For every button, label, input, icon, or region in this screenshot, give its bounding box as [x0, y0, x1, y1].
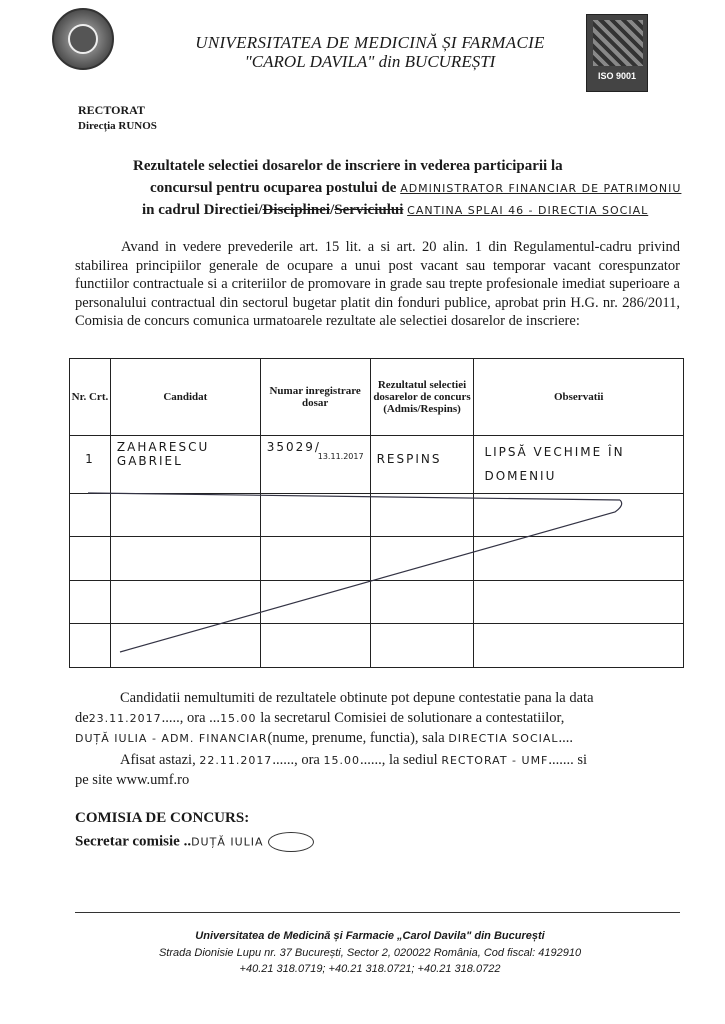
afisat-label: Afisat astazi, — [120, 752, 196, 768]
afisat-sediu: RECTORAT - UMF — [441, 754, 549, 767]
afisat-sediu-label: ......, la sediul — [359, 752, 438, 768]
header-observatii: Observatii — [474, 359, 684, 436]
body-paragraph: Avand in vedere prevederile art. 15 lit. a si art. 20 alin. 1 din Regulamentul-cadru privind stabilirea principiilor generale de ocupare a unui post vacant sau temporar vacant corespunzator functiilor contractuale si a criteriilor de promovare in grade sau trepte profesionale imediat superioare a personalului contractual din sectorul bugetar platit din fonduri publice, aprobat prin H.G. nr. 286/2011, Comisia de concurs comunica urmatoarele rezultate ale selectiei dosarelor de inscriere: — [75, 239, 680, 329]
contestatie-de: de — [75, 710, 89, 726]
university-name-line2: "CAROL DAVILA" din BUCUREȘTI — [244, 52, 496, 71]
disciplinei-struck: Disciplinei — [262, 202, 331, 218]
afisat-ora: ......, ora — [272, 752, 320, 768]
iso-mark: ISO 9001 — [597, 71, 637, 81]
header-nr: Nr. Crt. — [70, 359, 111, 436]
header-numar: Numar inregistrare dosar — [260, 359, 370, 436]
contestatie-date: 23.11.2017 — [88, 712, 162, 725]
header-rezultat: Rezultatul selectiei dosarelor de concurs (Admis/Respins) — [370, 359, 474, 436]
cell-rezultat: RESPINS — [370, 435, 474, 493]
footer-university: Universitatea de Medicină și Farmacie „Carol Davila" din București — [195, 930, 545, 942]
title-line2-prefix: concursul pentru ocuparea postului de — [150, 180, 397, 196]
footer-phones: +40.21 318.0719; +40.21 318.0721; +40.21 318.0722 — [239, 963, 501, 975]
university-name: UNIVERSITATEA DE MEDICINĂ ȘI FARMACIE — [195, 33, 545, 52]
header-candidat: Candidat — [110, 359, 260, 436]
department-handwritten: CANTINA SPLAI 46 - DIRECTIA SOCIAL — [407, 204, 649, 217]
contestatie-functia: (nume, prenume, functia), sala — [267, 730, 445, 746]
serviciului-struck: Serviciului — [334, 202, 404, 218]
cell-observatii: LIPSĂ VECHIME ÎN DOMENIU — [474, 435, 684, 493]
directia-label: Direcția RUNOS — [78, 120, 157, 132]
afisat-date: 22.11.2017 — [199, 754, 273, 767]
contestatie-dots: .... — [558, 730, 574, 746]
secretar-line — [75, 832, 314, 852]
cell-numar-date: 13.11.2017 — [317, 451, 364, 461]
contestatie-hour: 15.00 — [220, 712, 257, 725]
contestatie-ora: ....., ora ... — [161, 710, 221, 726]
cell-nr: 1 — [70, 435, 111, 493]
contestatie-sala: DIRECTIA SOCIAL — [448, 732, 559, 745]
post-name-handwritten: ADMINISTRATOR FINANCIAR DE PATRIMONIU — [400, 182, 682, 195]
cell-numar-value: 35029/ — [266, 439, 321, 454]
contestatie-person: DUȚĂ IULIA - ADM. FINANCIAR — [75, 732, 268, 745]
comisia-title: COMISIA DE CONCURS: — [75, 810, 250, 826]
footer-address: Strada Dionisie Lupu nr. 37 București, Sector 2, 020022 România, Cod fiscal: 4192910 — [158, 947, 582, 959]
site-line: pe site www.umf.ro — [75, 772, 190, 788]
contestatie-secretar: la secretarul Comisiei de solutionare a contestatiilor, — [256, 710, 565, 726]
rectorat-label: RECTORAT — [78, 103, 145, 117]
title-line1: Rezultatele selectiei dosarelor de inscriere in vederea participarii la — [133, 158, 563, 174]
contestatie-line3 — [75, 730, 573, 747]
secretar-name: DUȚĂ IULIA — [191, 835, 264, 849]
afisat-si: ....... si — [548, 752, 588, 768]
afisat-hour: 15.00 — [323, 754, 360, 767]
signature-mark — [268, 832, 314, 852]
afisat-line — [120, 752, 587, 769]
title-line3-separator: / — [330, 202, 335, 218]
contestatie-line1: Candidatii nemultumiti de rezultatele obtinute pot depune contestatie pana la data — [120, 690, 594, 706]
cell-candidat: ZAHARESCU GABRIEL — [110, 435, 260, 493]
title-line3-prefix: in cadrul Directiei/ — [142, 202, 263, 218]
footer-divider — [75, 912, 680, 913]
secretar-label: Secretar comisie .. — [75, 833, 192, 850]
contestatie-line2 — [75, 710, 564, 727]
